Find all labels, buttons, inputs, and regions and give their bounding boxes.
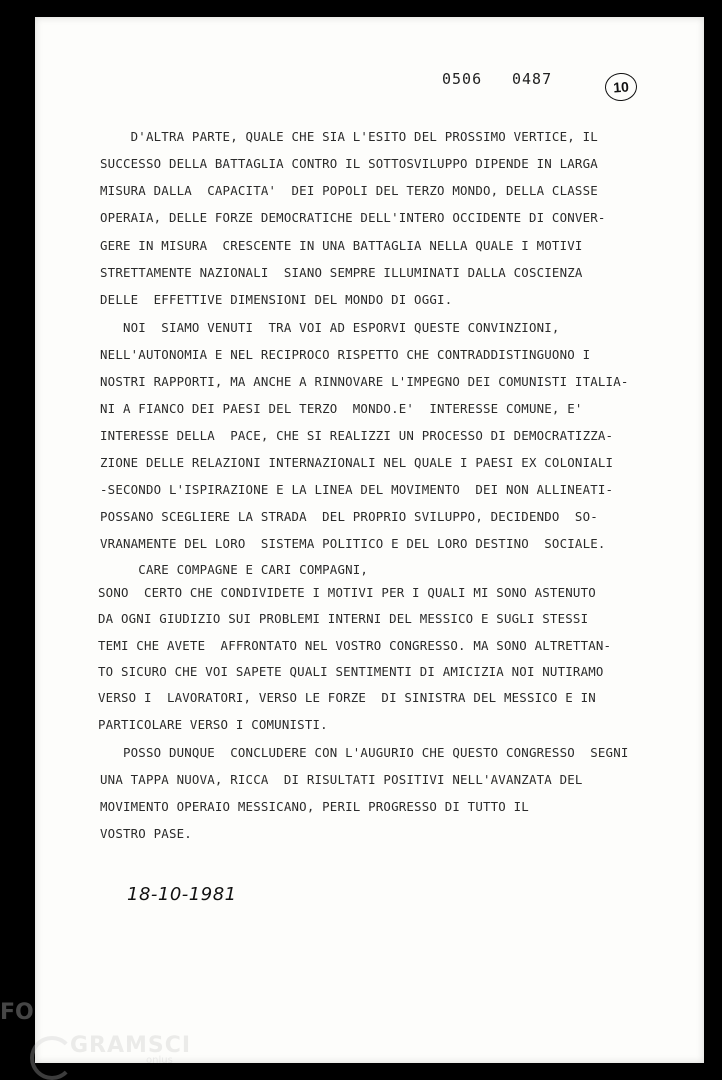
text-line: MOVIMENTO OPERAIO MESSICANO, PERIL PROGRESSO DI TUTTO IL (100, 799, 529, 814)
document-number-a: 0506 (442, 70, 483, 88)
text-line: SUCCESSO DELLA BATTAGLIA CONTRO IL SOTTOSVILUPPO DIPENDE IN LARGA (100, 156, 598, 171)
text-line: NOI SIAMO VENUTI TRA VOI AD ESPORVI QUESTE CONVINZIONI, (100, 320, 560, 335)
text-line: POSSO DUNQUE CONCLUDERE CON L'AUGURIO CHE QUESTO CONGRESSO SEGNI (100, 745, 629, 760)
text-line: POSSANO SCEGLIERE LA STRADA DEL PROPRIO SVILUPPO, DECIDENDO SO- (100, 509, 598, 524)
text-line: STRETTAMENTE NAZIONALI SIANO SEMPRE ILLUMINATI DALLA COSCIENZA (100, 265, 583, 280)
text-line: UNA TAPPA NUOVA, RICCA DI RISULTATI POSITIVI NELL'AVANZATA DEL (100, 772, 583, 787)
text-line: -SECONDO L'ISPIRAZIONE E LA LINEA DEL MOVIMENTO DEI NON ALLINEATI- (100, 482, 614, 497)
text-line: NELL'AUTONOMIA E NEL RECIPROCO RISPETTO CHE CONTRADDISTINGUONO I (100, 347, 591, 362)
text-line: TO SICURO CHE VOI SAPETE QUALI SENTIMENTI DI AMICIZIA NOI NUTIRAMO (98, 664, 604, 679)
text-line: NI A FIANCO DEI PAESI DEL TERZO MONDO.E' INTERESSE COMUNE, E' (100, 401, 583, 416)
text-line: VOSTRO PASE. (100, 826, 192, 841)
text-line: D'ALTRA PARTE, QUALE CHE SIA L'ESITO DEL PROSSIMO VERTICE, IL (100, 129, 598, 144)
text-line: INTERESSE DELLA PACE, CHE SI REALIZZI UN PROCESSO DI DEMOCRATIZZA- (100, 428, 614, 443)
text-line: NOSTRI RAPPORTI, MA ANCHE A RINNOVARE L'IMPEGNO DEI COMUNISTI ITALIA- (100, 374, 629, 389)
text-line: OPERAIA, DELLE FORZE DEMOCRATICHE DELL'INTERO OCCIDENTE DI CONVER- (100, 210, 606, 225)
text-line: VERSO I LAVORATORI, VERSO LE FORZE DI SINISTRA DEL MESSICO E IN (98, 690, 596, 705)
watermark-prefix: FO (0, 1000, 34, 1025)
handwritten-date: 18-10-1981 (127, 884, 237, 905)
text-line: TEMI CHE AVETE AFFRONTATO NEL VOSTRO CONGRESSO. MA SONO ALTRETTAN- (98, 638, 612, 653)
text-line: ZIONE DELLE RELAZIONI INTERNAZIONALI NEL QUALE I PAESI EX COLONIALI (100, 455, 614, 470)
text-line: CARE COMPAGNE E CARI COMPAGNI, (100, 562, 369, 577)
watermark-logo-icon (30, 1036, 74, 1080)
watermark-suffix: onlus (146, 1055, 173, 1066)
text-line: GERE IN MISURA CRESCENTE IN UNA BATTAGLIA NELLA QUALE I MOTIVI (100, 238, 583, 253)
text-line: DELLE EFFETTIVE DIMENSIONI DEL MONDO DI OGGI. (100, 292, 453, 307)
text-line: MISURA DALLA CAPACITA' DEI POPOLI DEL TERZO MONDO, DELLA CLASSE (100, 183, 598, 198)
text-line: PARTICOLARE VERSO I COMUNISTI. (98, 717, 328, 732)
watermark-name: GRAMSCI (70, 1033, 192, 1058)
document-number-b: 0487 (512, 70, 553, 88)
text-line: SONO CERTO CHE CONDIVIDETE I MOTIVI PER I QUALI MI SONO ASTENUTO (98, 585, 596, 600)
page-number-circle: 10 (604, 72, 638, 102)
text-line: VRANAMENTE DEL LORO SISTEMA POLITICO E DEL LORO DESTINO SOCIALE. (100, 536, 606, 551)
text-line: DA OGNI GIUDIZIO SUI PROBLEMI INTERNI DEL MESSICO E SUGLI STESSI (98, 611, 589, 626)
